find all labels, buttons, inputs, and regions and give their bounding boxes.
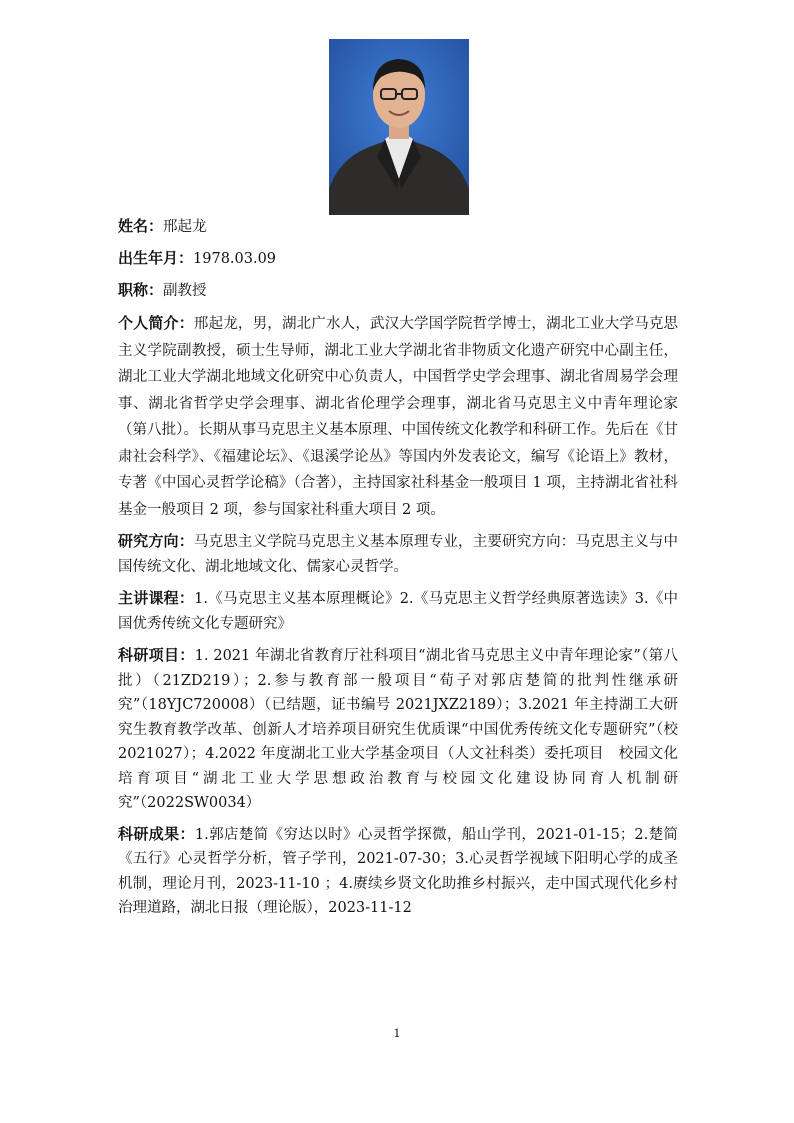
results-value: 1.郭店楚简《穷达以时》心灵哲学探微，船山学刊，2021-01-15；2.楚简《五行》心灵哲学分析，管子学刊，2021-07-30；3.心灵哲学视域下阳明心学的成圣机制，理论月刊，2023-11-10 ；4.赓续乡贤文化助推乡村振兴，走中国式现代化乡村治理道路，湖北日报（理论版），2023-11-12 [118, 826, 678, 916]
portrait-illustration [329, 39, 469, 215]
courses-value: 1.《马克思主义基本原理概论》2.《马克思主义哲学经典原著选读》3.《中国优秀传统文化专题研究》 [118, 591, 678, 632]
projects-value: 1. 2021 年湖北省教育厅社科项目“湖北省马克思主义中青年理论家”（第八批）（21ZD219）；2.参与教育部一般项目“荀子对郭店楚简的批判性继承研究”（18YJC720008）（已结题，证书编号 2021JXZ2189）；3.2021 年主持湖工大研究生教育教学改革、创新人才培养项目研究生优质课“中国优秀传统文化专题研究”（校 2021027）；4.2022 年度湖北工业大学基金项目（人文社科类）委托项目 校园文化培育项目“湖北工业大学思想政治教育与校园文化建设协同育人机制研究”（2022SW0034） [118, 648, 678, 811]
intro-label: 个人简介： [118, 314, 194, 332]
name-label: 姓名： [118, 217, 164, 235]
courses-field [118, 586, 678, 637]
birth-field [118, 246, 678, 272]
research-label: 研究方向： [118, 532, 194, 550]
courses-label: 主讲课程： [118, 589, 195, 607]
title-field [118, 278, 678, 304]
research-value: 马克思主义学院马克思主义基本原理专业，主要研究方向：马克思主义与中国传统文化、湖北地域文化、儒家心灵哲学。 [118, 534, 678, 575]
research-field [118, 529, 678, 580]
title-value: 副教授 [163, 283, 207, 299]
name-field [118, 214, 678, 240]
title-label: 职称： [118, 281, 164, 299]
projects-field [118, 643, 678, 816]
results-label: 科研成果： [118, 824, 195, 843]
intro-value: 邢起龙，男，湖北广水人，武汉大学国学院哲学博士，湖北工业大学马克思主义学院副教授，硕士生导师，湖北工业大学湖北省非物质文化遗产研究中心副主任，湖北工业大学湖北地域文化研究中心负责人，中国哲学史学会理事、湖北省周易学会理事、湖北省哲学史学会理事、湖北省伦理学会理事，湖北省马克思主义中青年理论家（第八批）。长期从事马克思主义基本原理、中国传统文化教学和科研工作。先后在《甘肃社会科学》、《福建论坛》、《退溪学论丛》等国内外发表论文，编写《论语上》教材，专著《中国心灵哲学论稿》（合著），主持国家社科基金一般项目 1 项，主持湖北省社科基金一般项目 2 项，参与国家社科重大项目 2 项。 [118, 316, 678, 518]
birth-label: 出生年月： [118, 249, 194, 267]
portrait-photo [329, 39, 469, 215]
name-value: 邢起龙 [163, 219, 207, 235]
projects-label: 科研项目： [118, 646, 195, 664]
page-number: 1 [393, 1027, 401, 1040]
profile-content [118, 214, 678, 927]
results-field [118, 822, 678, 921]
birth-value: 1978.03.09 [193, 251, 277, 267]
intro-field [118, 310, 678, 523]
